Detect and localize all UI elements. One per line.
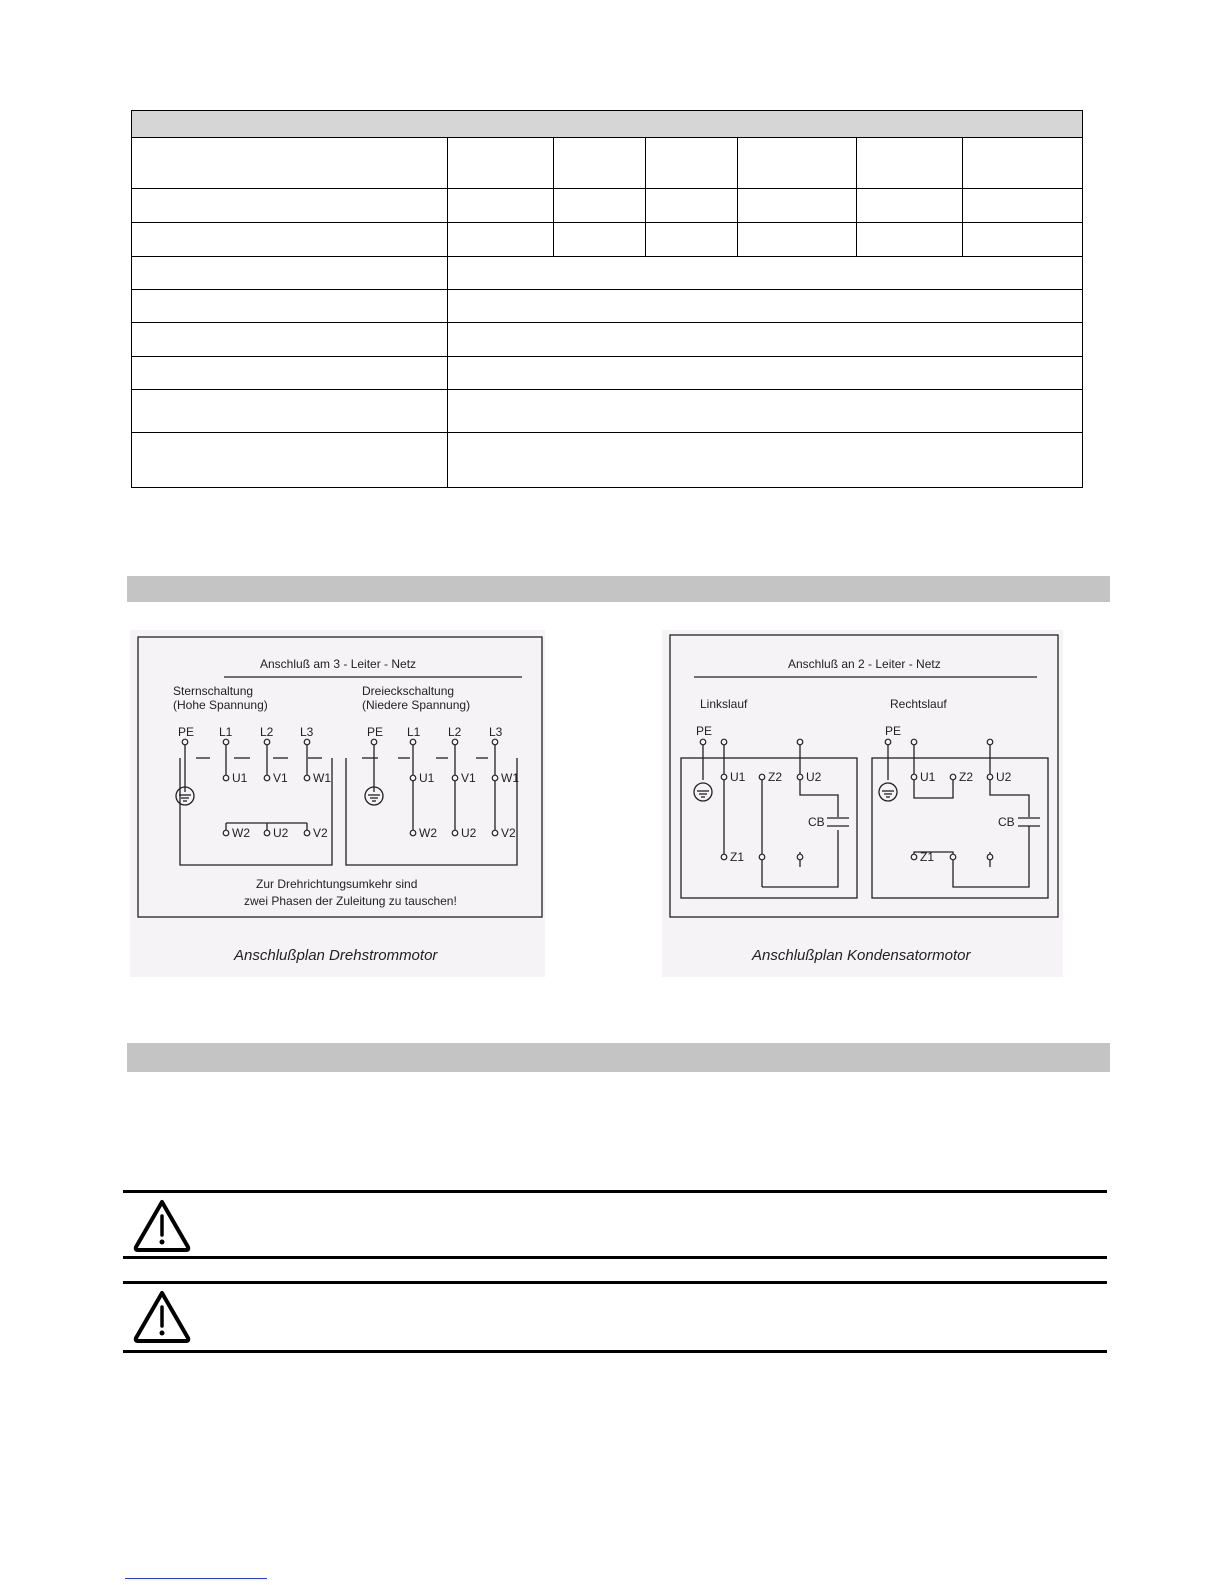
terminal-z2: Z2 [959, 770, 974, 784]
diagram-kondensatormotor [662, 630, 1063, 977]
note-line-1: Zur Drehrichtungsumkehr sind [256, 877, 418, 891]
terminal-l1: L1 [219, 725, 233, 739]
table-row [132, 357, 1083, 390]
footnote-link-underline[interactable] [125, 1578, 267, 1579]
terminal-z2: Z2 [768, 770, 783, 784]
table-row [132, 257, 1083, 290]
terminal-u2: U2 [996, 770, 1012, 784]
terminal-pe: PE [696, 724, 713, 738]
stern-subtitle: (Hohe Spannung) [173, 698, 268, 712]
note-line-2: zwei Phasen der Zuleitung zu tauschen! [244, 894, 457, 908]
terminal-l1: L1 [407, 725, 421, 739]
section-bar-second [127, 1043, 1110, 1072]
table-row [132, 189, 1083, 223]
dreieck-title: Dreieckschaltung [362, 684, 455, 698]
terminal-v1: V1 [461, 771, 476, 785]
terminal-u2: U2 [461, 826, 477, 840]
terminal-v2: V2 [501, 826, 516, 840]
terminal-l2: L2 [448, 725, 462, 739]
capacitor-label: CB [998, 815, 1015, 829]
table-row [132, 290, 1083, 323]
diagram-caption: Anschlußplan Drehstrommotor [234, 947, 438, 964]
table-header-row [132, 111, 1083, 138]
warning-icon [131, 1288, 193, 1349]
terminal-w2: W2 [232, 826, 250, 840]
terminal-u1: U1 [920, 770, 936, 784]
table-row [132, 223, 1083, 257]
stern-title: Sternschaltung [173, 684, 254, 698]
dreieck-subtitle: (Niedere Spannung) [362, 698, 471, 712]
terminal-w1: W1 [313, 771, 331, 785]
terminal-u2: U2 [273, 826, 289, 840]
table-row [132, 390, 1083, 433]
terminal-l2: L2 [260, 725, 274, 739]
warning-box [123, 1281, 1107, 1353]
terminal-l3: L3 [489, 725, 503, 739]
terminal-pe: PE [367, 725, 384, 739]
terminal-w2: W2 [419, 826, 437, 840]
rechtslauf-label: Rechtslauf [890, 697, 947, 711]
diagram-header: Anschluß an 2 - Leiter - Netz [788, 657, 941, 671]
section-bar-anschluss [127, 576, 1110, 602]
terminal-z1: Z1 [920, 850, 935, 864]
terminal-v2: V2 [313, 826, 328, 840]
warning-box [123, 1190, 1107, 1259]
terminal-l3: L3 [300, 725, 314, 739]
terminal-pe: PE [885, 724, 902, 738]
capacitor-label: CB [808, 815, 825, 829]
terminal-u1: U1 [730, 770, 746, 784]
terminal-u1: U1 [232, 771, 248, 785]
terminal-u2: U2 [806, 770, 822, 784]
terminal-u1: U1 [419, 771, 435, 785]
diagram-caption: Anschlußplan Kondensatormotor [752, 947, 971, 964]
linkslauf-label: Linkslauf [700, 697, 748, 711]
table-row [132, 433, 1083, 488]
terminal-pe: PE [178, 725, 195, 739]
diagram-header: Anschluß am 3 - Leiter - Netz [260, 657, 417, 671]
warning-icon [131, 1197, 193, 1258]
table-row [132, 138, 1083, 189]
terminal-z1: Z1 [730, 850, 745, 864]
terminal-w1: W1 [501, 771, 519, 785]
terminal-v1: V1 [273, 771, 288, 785]
spec-table [131, 110, 1083, 488]
table-row [132, 323, 1083, 357]
diagram-drehstrommotor [130, 630, 545, 977]
